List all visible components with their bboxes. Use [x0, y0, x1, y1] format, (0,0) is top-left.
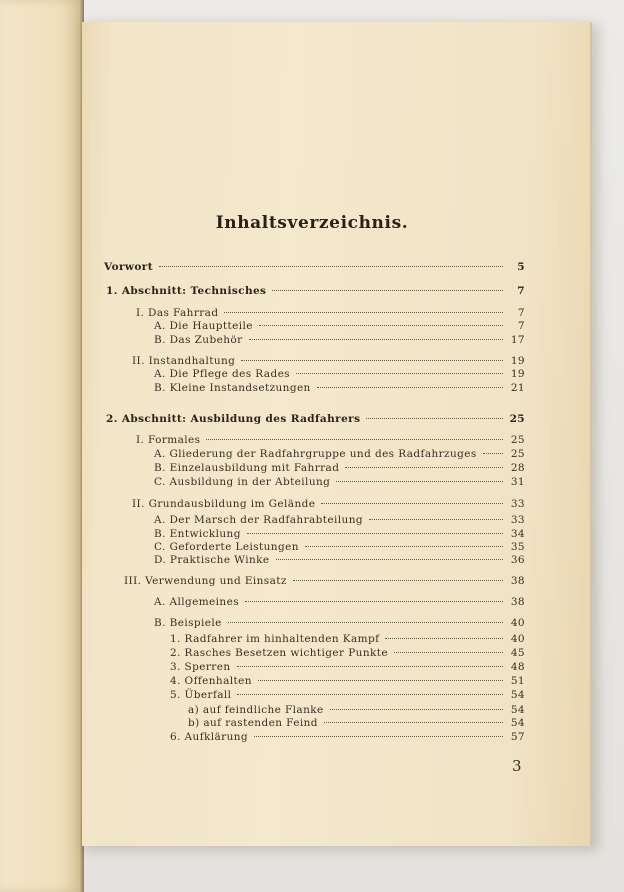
- toc-entry-label: A. Der Marsch der Radfahrabteilung: [154, 514, 363, 526]
- toc-leader-dots: [276, 559, 504, 560]
- toc-entry-page: 38: [510, 575, 525, 587]
- toc-entry: [154, 527, 525, 541]
- toc-entry-page: 35: [510, 541, 525, 553]
- toc-entry-page: 17: [510, 334, 525, 346]
- toc-leader-dots: [483, 453, 503, 454]
- toc-entry-page: 54: [510, 689, 525, 701]
- toc-entry: [154, 333, 525, 347]
- toc-leader-dots: [321, 503, 503, 504]
- toc-entry-page: 33: [510, 498, 525, 510]
- toc-entry-page: 19: [510, 355, 525, 367]
- toc-leader-dots: [272, 290, 503, 291]
- toc-entry-page: 7: [517, 285, 525, 297]
- toc-entry-page: 33: [510, 514, 525, 526]
- toc-entry-label: A. Die Pflege des Rades: [154, 368, 290, 380]
- toc-leader-dots: [258, 680, 503, 681]
- toc-entry: [136, 306, 525, 320]
- toc-leader-dots: [237, 694, 503, 695]
- toc-entry-page: 25: [510, 434, 525, 446]
- toc-entry: [136, 433, 525, 447]
- toc-entry-label: 4. Offenhalten: [170, 675, 252, 687]
- toc-entry: [132, 354, 525, 368]
- toc-entry-label: A. Die Hauptteile: [154, 320, 253, 332]
- toc-entry: [154, 475, 525, 489]
- toc-entry-page: 38: [510, 596, 525, 608]
- toc-leader-dots: [293, 580, 503, 581]
- toc-leader-dots: [296, 373, 503, 374]
- toc-leader-dots: [247, 533, 503, 534]
- toc-entry-label: 2. Rasches Besetzen wichtiger Punkte: [170, 647, 388, 659]
- toc-entry: [154, 447, 525, 461]
- toc-entry: [154, 367, 525, 381]
- toc-entry-label: A. Gliederung der Radfahrgruppe und des Radfahrzuges: [154, 448, 477, 460]
- page-title: Inhaltsverzeichnis.: [215, 213, 409, 233]
- toc-leader-dots: [159, 266, 503, 267]
- toc-entry-label: 2. Abschnitt: Ausbildung des Radfahrers: [106, 413, 361, 425]
- toc-leader-dots: [259, 325, 503, 326]
- toc-entry-label: C. Ausbildung in der Abteilung: [154, 476, 331, 488]
- toc-entry-page: 48: [510, 661, 525, 673]
- toc-entry-page: 7: [517, 307, 525, 319]
- left-page: [0, 0, 82, 892]
- toc-entry-label: B. Das Zubehör: [154, 334, 243, 346]
- toc-entry: [154, 513, 525, 527]
- toc-entry: [132, 497, 525, 511]
- toc-leader-dots: [317, 387, 503, 388]
- toc-entry-label: D. Praktische Winke: [154, 554, 270, 566]
- toc-entry-page: 40: [510, 617, 525, 629]
- toc-entry: [170, 674, 525, 688]
- toc-entry-label: b) auf rastenden Feind: [188, 717, 318, 729]
- page-number: 3: [512, 757, 522, 775]
- toc-entry: [154, 595, 525, 609]
- toc-entry: [124, 574, 525, 588]
- toc-entry-label: A. Allgemeines: [154, 596, 239, 608]
- toc-leader-dots: [324, 722, 503, 723]
- toc-entry-page: 34: [510, 528, 525, 540]
- toc-entry: [154, 616, 525, 630]
- toc-entry: [170, 688, 525, 702]
- toc-entry-page: 51: [510, 675, 525, 687]
- toc-entry: [170, 730, 525, 744]
- toc-leader-dots: [394, 652, 503, 653]
- toc-entry: [104, 260, 525, 274]
- toc-entry-label: Vorwort: [104, 261, 153, 273]
- toc-leader-dots: [245, 601, 503, 602]
- toc-entry: [154, 461, 525, 475]
- toc-entry-page: 5: [517, 261, 525, 273]
- toc-entry-label: 3. Sperren: [170, 661, 231, 673]
- toc-entry: [154, 381, 525, 395]
- toc-leader-dots: [237, 666, 504, 667]
- toc-leader-dots: [369, 519, 503, 520]
- toc-leader-dots: [330, 709, 503, 710]
- toc-entry-page: 36: [510, 554, 525, 566]
- toc-entry-label: a) auf feindliche Flanke: [188, 704, 324, 716]
- toc-entry-label: I. Formales: [136, 434, 201, 446]
- toc-leader-dots: [336, 481, 503, 482]
- toc-entry-label: 5. Überfall: [170, 689, 232, 701]
- toc-entry-page: 28: [510, 462, 525, 474]
- toc-entry-label: I. Das Fahrrad: [136, 307, 219, 319]
- toc-entry-page: 45: [510, 647, 525, 659]
- toc-entry-label: II. Instandhaltung: [132, 355, 236, 367]
- toc-entry: [170, 632, 525, 646]
- toc-leader-dots: [345, 467, 503, 468]
- toc-entry-page: 57: [510, 731, 525, 743]
- toc-entry-page: 54: [510, 704, 525, 716]
- toc-entry-page: 21: [510, 382, 525, 394]
- toc-leader-dots: [206, 439, 503, 440]
- toc-entry-page: 25: [510, 448, 525, 460]
- toc-leader-dots: [249, 339, 504, 340]
- toc-entry: [154, 540, 525, 554]
- toc-leader-dots: [366, 418, 503, 419]
- toc-entry-label: III. Verwendung und Einsatz: [124, 575, 287, 587]
- toc-entry: [188, 703, 525, 717]
- toc-entry-page: 19: [510, 368, 525, 380]
- toc-entry-label: B. Kleine Instandsetzungen: [154, 382, 311, 394]
- toc-leader-dots: [224, 312, 503, 313]
- toc-entry: [170, 646, 525, 660]
- toc-entry-label: C. Geforderte Leistungen: [154, 541, 299, 553]
- toc-leader-dots: [305, 546, 503, 547]
- toc-entry-label: II. Grundausbildung im Gelände: [132, 498, 316, 510]
- toc-leader-dots: [241, 360, 503, 361]
- toc-entry-label: 1. Abschnitt: Technisches: [106, 285, 267, 297]
- toc-entry: [106, 412, 525, 426]
- toc-entry-label: B. Entwicklung: [154, 528, 241, 540]
- toc-entry-label: B. Einzelausbildung mit Fahrrad: [154, 462, 340, 474]
- toc-entry-page: 54: [510, 717, 525, 729]
- toc-entry-label: 1. Radfahrer im hinhaltenden Kampf: [170, 633, 380, 645]
- toc-entry-page: 31: [510, 476, 525, 488]
- toc-entry: [170, 660, 525, 674]
- toc-leader-dots: [385, 638, 503, 639]
- toc-entry-page: 7: [517, 320, 525, 332]
- toc-entry-label: B. Beispiele: [154, 617, 222, 629]
- toc-entry-page: 25: [509, 413, 525, 425]
- toc-entry: [154, 553, 525, 567]
- toc-entry: [188, 716, 525, 730]
- toc-entry-page: 40: [510, 633, 525, 645]
- toc-entry: [154, 319, 525, 333]
- toc-leader-dots: [228, 622, 503, 623]
- toc-entry-label: 6. Aufklärung: [170, 731, 249, 743]
- toc-entry: [106, 284, 525, 298]
- toc-leader-dots: [254, 736, 503, 737]
